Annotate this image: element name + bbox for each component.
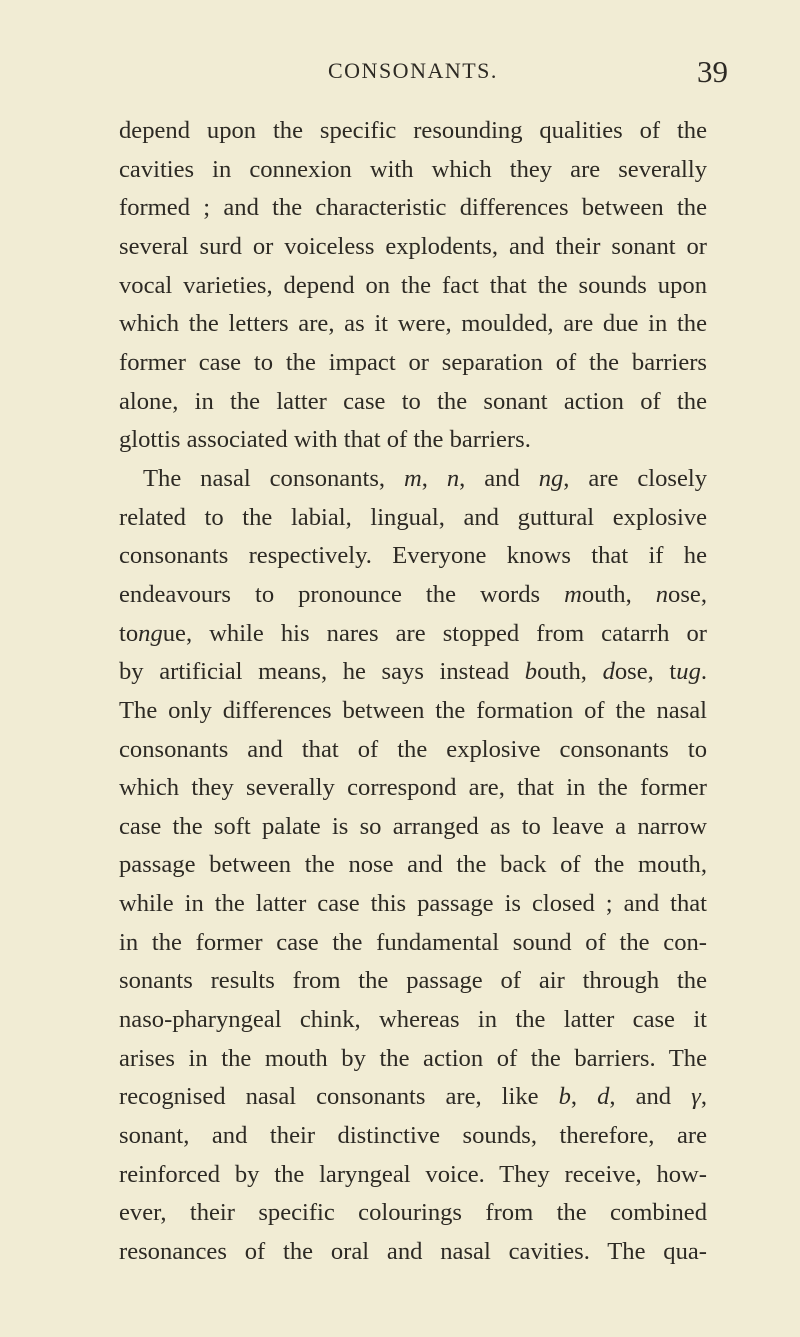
text-line: glottis associated with that of the barriers. xyxy=(119,426,531,454)
text-line: tongue, while his nares are stopped from catarrh or xyxy=(119,619,707,647)
text-line: naso-pharyngeal chink, whereas in the latter case it xyxy=(119,1006,707,1034)
text-line: while in the latter case this passage is closed ; and that xyxy=(119,890,707,918)
text-line: several surd or voiceless explodents, and their sonant or xyxy=(119,232,707,260)
text-line: alone, in the latter case to the sonant action of the xyxy=(119,387,707,415)
text-line: by artificial means, he says instead bouth, dose, tug. xyxy=(119,658,708,686)
text-line: which they severally correspond are, that in the former xyxy=(119,774,707,802)
text-line: consonants respectively. Everyone knows that if he xyxy=(119,542,707,570)
text-line: in the former case the fundamental sound of the con- xyxy=(119,928,707,956)
text-line: consonants and that of the explosive consonants to xyxy=(119,735,707,763)
text-line: endeavours to pronounce the words mouth, nose, xyxy=(119,580,707,608)
text-line: passage between the nose and the back of the mouth, xyxy=(119,851,707,879)
text-line: related to the labial, lingual, and guttural explosive xyxy=(119,503,707,531)
text-line: The only differences between the formation of the nasal xyxy=(119,696,707,724)
text-line: case the soft palate is so arranged as to leave a narrow xyxy=(119,812,707,840)
text-line: ever, their specific colourings from the combined xyxy=(119,1199,707,1227)
text-line: resonances of the oral and nasal cavities. The qua- xyxy=(119,1238,707,1266)
page-header xyxy=(0,54,800,98)
body-text xyxy=(119,112,707,1272)
running-title: CONSONANTS. xyxy=(328,58,498,83)
text-line: sonant, and their distinctive sounds, therefore, are xyxy=(119,1122,707,1150)
paragraph-2 xyxy=(119,460,707,1272)
text-line: former case to the impact or separation of the barriers xyxy=(119,348,707,376)
text-line: recognised nasal consonants are, like b, d, and γ, xyxy=(119,1083,707,1111)
text-line: vocal varieties, depend on the fact that the sounds upon xyxy=(119,271,707,299)
text-line: arises in the mouth by the action of the barriers. The xyxy=(119,1044,707,1072)
text-line: depend upon the specific resounding qualities of the xyxy=(119,117,707,144)
text-line: formed ; and the characteristic differences between the xyxy=(119,194,707,222)
text-line: The nasal consonants, m, n, and ng, are closely xyxy=(143,464,707,492)
text-line: cavities in connexion with which they are severally xyxy=(119,155,707,183)
paragraph-1 xyxy=(119,112,707,460)
page-number: 39 xyxy=(697,54,728,89)
text-line: reinforced by the laryngeal voice. They receive, how- xyxy=(119,1160,707,1188)
text-line: which the letters are, as it were, moulded, are due in the xyxy=(119,310,707,338)
text-line: sonants results from the passage of air through the xyxy=(119,967,707,995)
